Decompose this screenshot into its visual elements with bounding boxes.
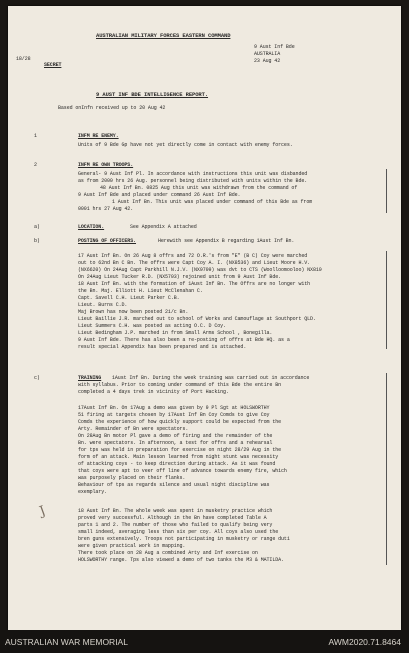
text-line: HOLSWORTHY range. Tps also viewed a demo of two tanks the M3 & MATILDA.	[78, 557, 284, 563]
text-line: On 28Aug Bn motor Pl gave a demo of firing and the remainder of the	[78, 433, 273, 439]
text-line: proved very successful. Although in the Bn have completed Table A	[78, 515, 267, 521]
report-title: 9 AUST INF BDE INTELLIGENCE REPORT.	[96, 91, 209, 98]
section-1-heading: INFM RE ENEMY.	[78, 133, 119, 139]
text-line: On 24Aug Lieut Tucker R.D. (NX5703) rejoined unit from 9 Aust Inf Bde.	[78, 274, 282, 280]
subsection-b-label: b)	[34, 238, 40, 244]
text-line: form of an attack. Main lesson learned from night stunt was necessity	[78, 454, 279, 460]
classification-marking: SECRET	[44, 62, 62, 68]
archive-name: AUSTRALIAN WAR MEMORIAL	[5, 637, 128, 647]
text-line: 17 Aust Inf Bn. On 26 Aug 8 offrs and 72 O.R.'s from "E" (B C) Coy were marched	[78, 253, 308, 259]
archive-reference: AWM2020.71.8464	[328, 637, 401, 647]
text-line: Units of 9 Bde Gp have not yet directly come in contact with enemy forces.	[78, 142, 293, 148]
text-line: parts 1 and 2. The number of those who failed to qualify being very	[78, 522, 273, 528]
text-line: Lieut Bedingham J.P. marched in from Small Arms School , Bonegilla.	[78, 330, 273, 336]
section-1-number: 1	[34, 133, 37, 139]
text-line: Behaviour of tps as regards silence and usual night discipline was	[78, 482, 270, 488]
text-line: were given practical work in mapping.	[78, 543, 186, 549]
text-line: Lieut. Burns C.D.	[78, 302, 128, 308]
section-2-number: 2	[34, 162, 37, 168]
handwritten-mark: J	[37, 503, 48, 520]
text-line: Lieut Baillie J.R. marched out to school of Works and Camouflage at Southport QLD.	[78, 316, 316, 322]
section-2-heading: INFM RE OWN TROOPS.	[78, 162, 134, 168]
margin-line	[386, 373, 387, 565]
text-line: with syllabus. Prior to coming under command of this Bde the entire Bn	[78, 382, 282, 388]
subsection-a-label: a)	[34, 224, 40, 230]
text-line: as from 2000 hrs 26 Aug. personnel being distributed with units within the Bde.	[78, 178, 308, 184]
letterhead-title: AUSTRALIAN MILITARY FORCES EASTERN COMMAND	[96, 32, 231, 39]
text-line: 18 Aust Inf Bn. The whole week was spent in musketry practice which	[78, 508, 273, 514]
text-line: See Appendix A attached	[130, 224, 197, 230]
text-line: Bn. were spectators. In afternoon, a test for offrs and a rehearsal	[78, 440, 273, 446]
text-line: Lieut Summers C.H. was posted as acting O.C. D Coy.	[78, 323, 226, 329]
text-line: was purposely placed on their flanks.	[78, 475, 186, 481]
text-line: General- 9 Aust Inf Pl. In accordance with instructions this unit was disbanded	[78, 171, 308, 177]
text-line: 1Aust Inf Bn. During the week training was carried out in accordance	[112, 375, 310, 381]
text-line: 9 Aust Inf Bde and placed under command 26 Aust Inf Bde.	[78, 192, 241, 198]
subsection-b-heading: POSTING OF OFFICERS.	[78, 238, 137, 244]
text-line: 17Aust Inf Bn. On 17Aug a demo was given by 9 Pl Sgt at HOLSWORTHY	[78, 405, 270, 411]
margin-line	[386, 169, 387, 213]
text-line: 18 Aust Inf Bn. with the formation of 1Aust Inf Bn. The Offrs are no longer with	[78, 281, 311, 287]
text-line: 9 Aust Inf Bde. There has also been a re-posting of offrs at Bde HQ. as a	[78, 337, 290, 343]
text-line: Herewith see Appendix B regarding 1Aust Inf Bn.	[158, 238, 295, 244]
report-subtitle: Based onInfn received up to 20 Aug 42	[58, 105, 166, 111]
text-line: There took place on 28 Aug a combined Arty and Inf exercise on	[78, 550, 258, 556]
issuing-unit: 9 Aust Inf Bde	[254, 44, 295, 50]
text-line: of attacking coys - to keep direction during attack. As it was found	[78, 461, 276, 467]
archive-footer	[0, 630, 409, 653]
text-line: Comds the experience of how quickly support could be expected from the	[78, 419, 282, 425]
text-line: 0001 hrs 27 Aug 42.	[78, 206, 134, 212]
text-line: that coys were apt to veer off line of advance towards enemy fire, which	[78, 468, 287, 474]
text-line: small indeed, averaging less than six per coy. All coys also used the	[78, 529, 279, 535]
text-line: exemplary.	[78, 489, 108, 495]
text-line: the Bn. Maj. Elliott H. Lieut McClenahan C.	[78, 288, 203, 294]
text-line: Capt. Savell C.H. Lieut Parker C.B.	[78, 295, 180, 301]
text-line: 1 Aust Inf Bn. This unit was placed under command of this Bde as from	[112, 199, 313, 205]
text-line: Maj Brown has now been posted 2i/c Bn.	[78, 309, 189, 315]
text-line: 51 firing at targets chosen by 17Aust Inf Bn Coy Comds to give Coy	[78, 412, 270, 418]
subsection-c-label: c)	[34, 375, 40, 381]
text-line: out to 62nd Bn C Bn. The offrs were Capt Coy A. I. (NX8536) and Lieut Moore H.V.	[78, 260, 311, 266]
document-page	[8, 6, 401, 630]
margin-line	[386, 251, 387, 349]
text-line: Arty. Remainder of Bn were spectators.	[78, 426, 189, 432]
file-reference: 18/28	[16, 56, 31, 62]
text-line: (NX6620) On 24Aug Capt Parkhill N.J.V. (NX9709) was dvt to CTS (Woolloomooloo) NX810	[78, 267, 322, 273]
text-line: result special Appendix has been prepared and is attached.	[78, 344, 247, 350]
text-line: 48 Aust Inf Bn. 0825 Aug this unit was withdrawn from the command of	[100, 185, 298, 191]
text-line: completed a 4 days trek in vicinity of Port Hacking.	[78, 389, 229, 395]
issuing-place: AUSTRALIA	[254, 51, 281, 57]
subsection-c-heading: TRAINING	[78, 375, 102, 381]
text-line: for tps was held in preparation for exercise on night 28/29 Aug in the	[78, 447, 282, 453]
issue-date: 23 Aug 42	[254, 58, 281, 64]
subsection-a-heading: LOCATION.	[78, 224, 105, 230]
text-line: bren guns extensively. Troops not participating in musketry or range duti	[78, 536, 290, 542]
